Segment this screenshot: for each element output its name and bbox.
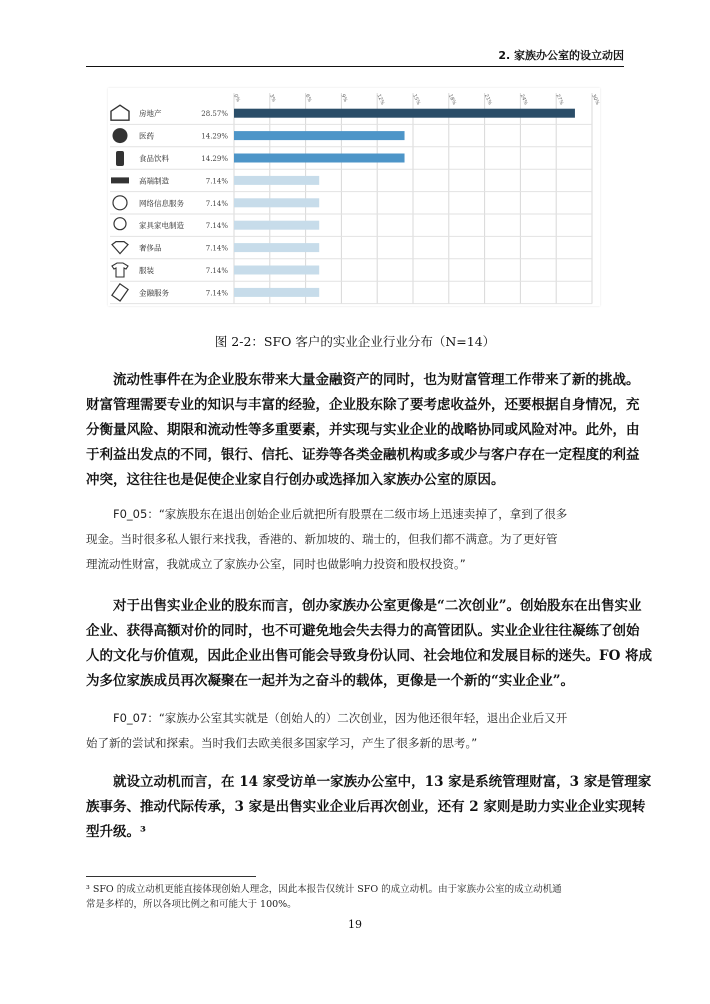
x-tick-label: 21% bbox=[482, 93, 493, 106]
value-label: 28.57% bbox=[201, 110, 228, 119]
x-tick-label: 9% bbox=[339, 93, 349, 104]
footnote bbox=[86, 882, 626, 912]
paragraph-line: 就设立动机而言，在 14 家受访单一家族办公室中，13 家是系统管理财富，3 家是管理家 bbox=[113, 774, 652, 790]
chart-svg bbox=[108, 88, 600, 306]
value-label: 7.14% bbox=[205, 222, 228, 231]
category-label: 医药 bbox=[139, 131, 154, 141]
paragraph-line: 冲突，这往往也是促使企业家自行创办或选择加入家族办公室的原因。 bbox=[86, 472, 505, 488]
paragraph-line: 型升级。³ bbox=[86, 824, 146, 840]
x-tick-label: 0% bbox=[232, 93, 241, 104]
paragraph-line: 财富管理需要专业的知识与丰富的经验，企业股东除了要考虑收益外，还要根据自身情况，充 bbox=[86, 397, 640, 413]
value-label: 7.14% bbox=[205, 289, 228, 298]
value-label: 7.14% bbox=[205, 267, 228, 275]
page-number: 19 bbox=[348, 918, 362, 931]
bar bbox=[234, 131, 405, 140]
medical-cross-icon bbox=[113, 128, 128, 143]
paragraph-line: 分衡量风险、期限和流动性等多重要素，并实现与实业企业的战略协同或风险对冲。此外，由 bbox=[86, 422, 640, 438]
money-icon bbox=[112, 284, 128, 301]
bar bbox=[234, 221, 319, 230]
bottle-icon bbox=[116, 151, 124, 166]
x-tick-label: 6% bbox=[303, 93, 313, 104]
bar bbox=[234, 266, 319, 275]
value-label: 14.29% bbox=[201, 132, 228, 141]
x-tick-label: 3% bbox=[267, 93, 277, 104]
building-icon bbox=[111, 105, 129, 120]
shirt-icon bbox=[112, 263, 128, 277]
industry-bar-chart bbox=[108, 88, 600, 306]
paragraph-line: 流动性事件在为企业股东带来大量金融资产的同时，也为财富管理工作带来了新的挑战。 bbox=[113, 372, 640, 388]
x-tick-label: 15% bbox=[411, 93, 422, 106]
x-tick-label: 24% bbox=[518, 93, 529, 106]
globe-icon bbox=[113, 196, 127, 210]
category-label: 奢侈品 bbox=[139, 243, 162, 253]
paragraph-line: 为多位家族成员再次凝聚在一起并为之奋斗的载体，更像是一个新的“实业企业”。 bbox=[86, 673, 575, 689]
category-label: 家具家电制造 bbox=[139, 221, 184, 231]
running-header: 2. 家族办公室的设立动因 bbox=[498, 49, 624, 62]
value-label: 7.14% bbox=[205, 244, 228, 253]
header-rule bbox=[86, 66, 624, 67]
paragraph-3 bbox=[86, 770, 652, 845]
footnote-rule bbox=[86, 876, 256, 877]
category-label: 网络信息服务 bbox=[139, 198, 184, 208]
quote-line: F0_05：“家族股东在退出创始企业后就把所有股票在二级市场上迅速卖掉了，拿到了很多 bbox=[113, 507, 568, 521]
bar bbox=[234, 288, 319, 297]
category-label: 服装 bbox=[139, 266, 154, 275]
x-tick-label: 12% bbox=[375, 93, 386, 106]
quote-line: 理流动性财富，我就成立了家族办公室，同时也做影响力投资和股权投资。” bbox=[86, 557, 466, 571]
x-tick-label: 27% bbox=[554, 93, 565, 106]
value-label: 7.14% bbox=[205, 177, 228, 186]
lightbulb-icon bbox=[114, 218, 126, 230]
category-label: 金融服务 bbox=[139, 288, 169, 298]
paragraph-line: 族事务、推动代际传承，3 家是出售实业企业后再次创业，还有 2 家则是助力实业企业实现转 bbox=[86, 799, 646, 815]
paragraph-line: 企业、获得高额对价的同时，也不可避免地会失去得力的高管团队。实业企业往往凝练了创始 bbox=[86, 623, 640, 639]
machine-icon bbox=[111, 177, 129, 183]
interview-quote-f0-07 bbox=[86, 706, 626, 756]
paragraph-line: 人的文化与价值观，因此企业出售可能会导致身份认同、社会地位和发展目标的迷失。FO 将成 bbox=[86, 648, 653, 664]
bar bbox=[234, 109, 575, 118]
category-label: 高端制造 bbox=[139, 176, 169, 186]
paragraph-1 bbox=[86, 368, 640, 493]
footnote-line: 常是多样的，所以各项比例之和可能大于 100%。 bbox=[86, 899, 297, 910]
diamond-icon bbox=[112, 242, 128, 254]
x-tick-label: 18% bbox=[446, 93, 458, 106]
footnote-line: ³ SFO 的成立动机更能直接体现创始人理念，因此本报告仅统计 SFO 的成立动机。由于家族办公室的成立动机通 bbox=[86, 884, 562, 895]
quote-line: 始了新的尝试和探索。当时我们去欧美很多国家学习，产生了很多新的思考。” bbox=[86, 736, 478, 750]
x-tick-label: 30% bbox=[590, 93, 600, 106]
paragraph-2 bbox=[86, 594, 653, 694]
paragraph-line: 于利益出发点的不同，银行、信托、证券等各类金融机构或多或少与客户存在一定程度的利益 bbox=[86, 447, 640, 463]
category-label: 食品饮料 bbox=[139, 154, 169, 163]
bar bbox=[234, 243, 319, 252]
bar bbox=[234, 154, 405, 163]
value-label: 7.14% bbox=[205, 199, 228, 208]
quote-line: 现金。当时很多私人银行来找我，香港的、新加坡的、瑞士的，但我们都不满意。为了更好管 bbox=[86, 532, 558, 546]
bar bbox=[234, 176, 319, 185]
bar bbox=[234, 198, 319, 207]
paragraph-line: 对于出售实业企业的股东而言，创办家族办公室更像是“二次创业”。创始股东在出售实业 bbox=[113, 598, 642, 614]
figure-caption: 图 2-2：SFO 客户的实业企业行业分布（N=14） bbox=[214, 334, 496, 349]
quote-line: F0_07：“家族办公室其实就是（创始人的）二次创业，因为他还很年轻，退出企业后又开 bbox=[113, 711, 568, 725]
interview-quote-f0-05 bbox=[86, 502, 626, 577]
value-label: 14.29% bbox=[201, 155, 228, 163]
category-label: 房地产 bbox=[139, 109, 162, 119]
